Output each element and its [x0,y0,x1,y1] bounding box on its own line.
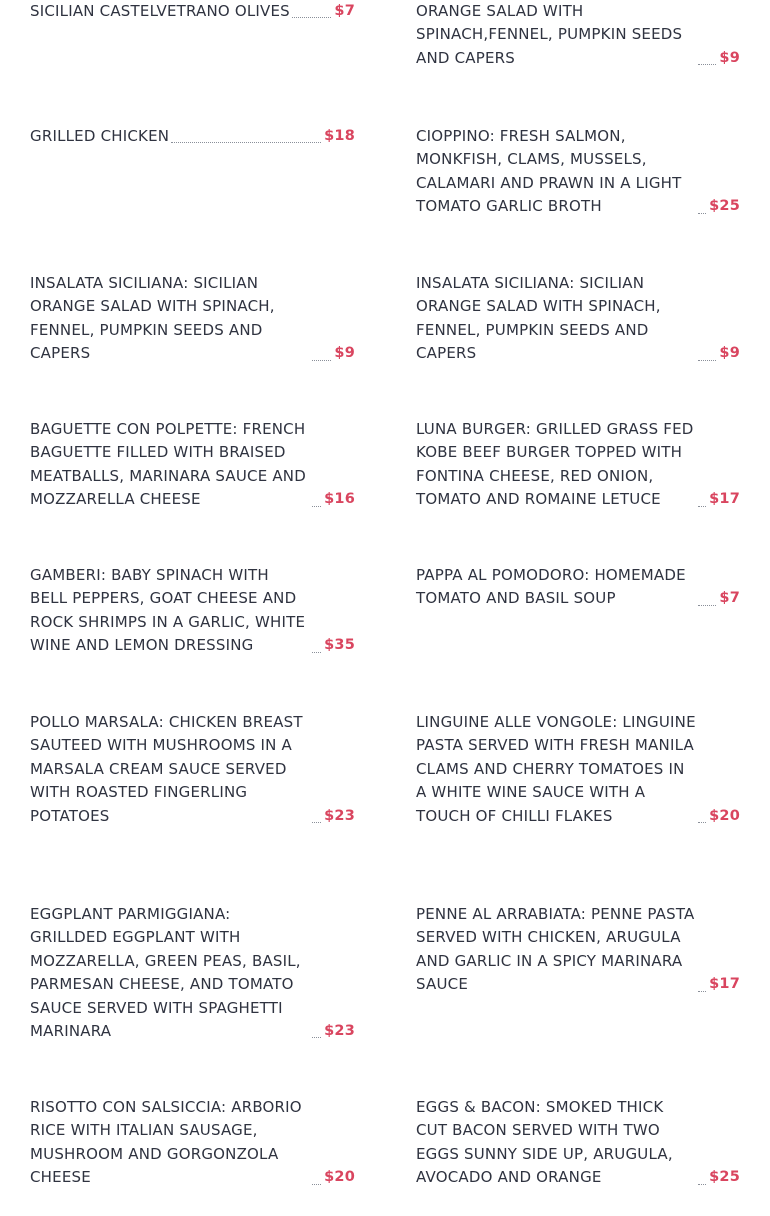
menu-item-insalata-siciliana [30,272,355,418]
dotted-leader [698,359,716,361]
menu-item-name: PAPPA AL POMODORO: HOMEMADE TOMATO AND BASIL SOUP [416,566,686,608]
menu-item-price: $16 [324,491,355,508]
menu-item-name: LINGUINE ALLE VONGOLE: LINGUINE PASTA SERVED WITH FRESH MANILA CLAMS AND CHERRY TOMATOES IN A WHITE WINE SAUCE WITH A TOUCH OF CHILLI FLAKES [416,713,696,825]
menu-item-price: $25 [709,198,740,215]
menu-item-line [416,1096,740,1190]
menu-item-price: $9 [719,49,740,66]
menu-item-insalata-siciliana [416,272,740,418]
menu-grid [30,0,740,1216]
dotted-leader [698,505,706,507]
menu-item-name: ORANGE SALAD WITH SPINACH,FENNEL, PUMPKIN SEEDS AND CAPERS [416,2,683,67]
menu-item-price: $18 [324,128,355,144]
dotted-leader [698,821,706,823]
dotted-leader [312,505,321,507]
menu-item-line [30,564,355,658]
menu-item-price: $20 [324,1169,355,1186]
menu-item-line [30,711,355,828]
menu-item-name: INSALATA SICILIANA: SICILIAN ORANGE SALAD WITH SPINACH, FENNEL, PUMPKIN SEEDS AND CAPERS [30,274,275,363]
menu-item-price: $23 [324,1023,355,1040]
menu-item-price: $23 [324,807,355,824]
dotted-leader [312,1036,321,1038]
menu-item-name: POLLO MARSALA: CHICKEN BREAST SAUTEED WITH MUSHROOMS IN A MARSALA CREAM SAUCE SERVED WITH ROASTED FINGERLING POTATOES [30,713,303,825]
menu-item-name: GAMBERI: BABY SPINACH WITH BELL PEPPERS, GOAT CHEESE AND ROCK SHRIMPS IN A GARLIC, WHITE WINE AND LEMON DRESSING [30,566,306,655]
menu-item-line [416,418,740,512]
menu-item-name: INSALATA SICILIANA: SICILIAN ORANGE SALAD WITH SPINACH, FENNEL, PUMPKIN SEEDS AND CAPERS [416,274,661,363]
menu-item-line [30,418,355,512]
dotted-leader [698,63,716,65]
menu-item-name: CIOPPINO: FRESH SALMON, MONKFISH, CLAMS, MUSSELS, CALAMARI AND PRAWN IN A LIGHT TOMATO GARLIC BROTH [416,127,682,216]
dotted-leader [292,16,332,18]
dotted-leader [698,1183,706,1185]
menu-item-line [416,0,740,70]
menu-item-price: $20 [709,807,740,824]
menu-item-name: GRILLED CHICKEN [30,127,170,145]
menu-item-name: SICILIAN CASTELVETRANO OLIVES [30,2,290,20]
menu-item-line [416,272,740,366]
menu-item-name: RISOTTO CON SALSICCIA: ARBORIO RICE WITH ITALIAN SAUSAGE, MUSHROOM AND GORGONZOLA CHEESE [30,1098,302,1187]
menu-item-grilled-chicken [30,125,355,272]
menu-item-price: $7 [334,3,355,19]
menu-item-penne-al-arrabiata [416,903,740,1096]
menu-item-name: BAGUETTE CON POLPETTE: FRENCH BAGUETTE FILLED WITH BRAISED MEATBALLS, MARINARA SAUCE AND MOZZARELLA CHEESE [30,420,306,509]
menu-item-line [30,272,355,366]
menu-item-name: PENNE AL ARRABIATA: PENNE PASTA SERVED WITH CHICKEN, ARUGULA AND GARLIC IN A SPICY MARINARA SAUCE [416,905,695,994]
menu-item-orange-salad [416,0,740,125]
menu-item-line [416,125,740,219]
dotted-leader [312,651,321,653]
menu-item-line [30,1096,355,1190]
menu-item-eggplant-parmiggiana [30,903,355,1096]
menu-item-luna-burger [416,418,740,564]
menu-item-pappa-al-pomodoro [416,564,740,711]
menu-item-name: EGGPLANT PARMIGGIANA: GRILLDED EGGPLANT WITH MOZZARELLA, GREEN PEAS, BASIL, PARMESAN CHEESE, AND TOMATO SAUCE SERVED WITH SPAGHETTI MARINARA [30,905,301,1041]
dotted-leader [171,141,321,143]
dotted-leader [698,212,706,214]
menu-item-castelvetrano-olives [30,0,355,125]
menu-item-line [30,125,355,148]
menu-item-name: LUNA BURGER: GRILLED GRASS FED KOBE BEEF BURGER TOPPED WITH FONTINA CHEESE, RED ONION, TOMATO AND ROMAINE LETUCE [416,420,694,509]
menu-item-price: $35 [324,637,355,654]
menu-item-eggs-and-bacon [416,1096,740,1216]
dotted-leader [312,821,321,823]
menu-item-price: $25 [709,1169,740,1186]
dotted-leader [698,604,716,606]
menu-item-pollo-marsala [30,711,355,903]
dotted-leader [312,1183,321,1185]
menu-item-price: $9 [719,345,740,362]
menu-item-line [416,903,740,997]
menu-item-risotto-con-salsiccia [30,1096,355,1216]
menu-item-line [416,711,740,828]
menu-item-price: $9 [334,345,355,362]
menu-item-price: $7 [719,590,740,607]
dotted-leader [698,990,706,992]
menu-item-name: EGGS & BACON: SMOKED THICK CUT BACON SERVED WITH TWO EGGS SUNNY SIDE UP, ARUGULA, AVOCADO AND ORANGE [416,1098,673,1187]
menu-item-line [30,0,355,23]
menu-item-line [416,564,740,611]
dotted-leader [312,359,331,361]
menu-item-line [30,903,355,1043]
menu-item-price: $17 [709,976,740,993]
menu-item-cioppino [416,125,740,272]
menu-item-linguine-alle-vongole [416,711,740,903]
menu-item-baguette-con-polpette [30,418,355,564]
menu-item-gamberi [30,564,355,711]
menu-item-price: $17 [709,491,740,508]
